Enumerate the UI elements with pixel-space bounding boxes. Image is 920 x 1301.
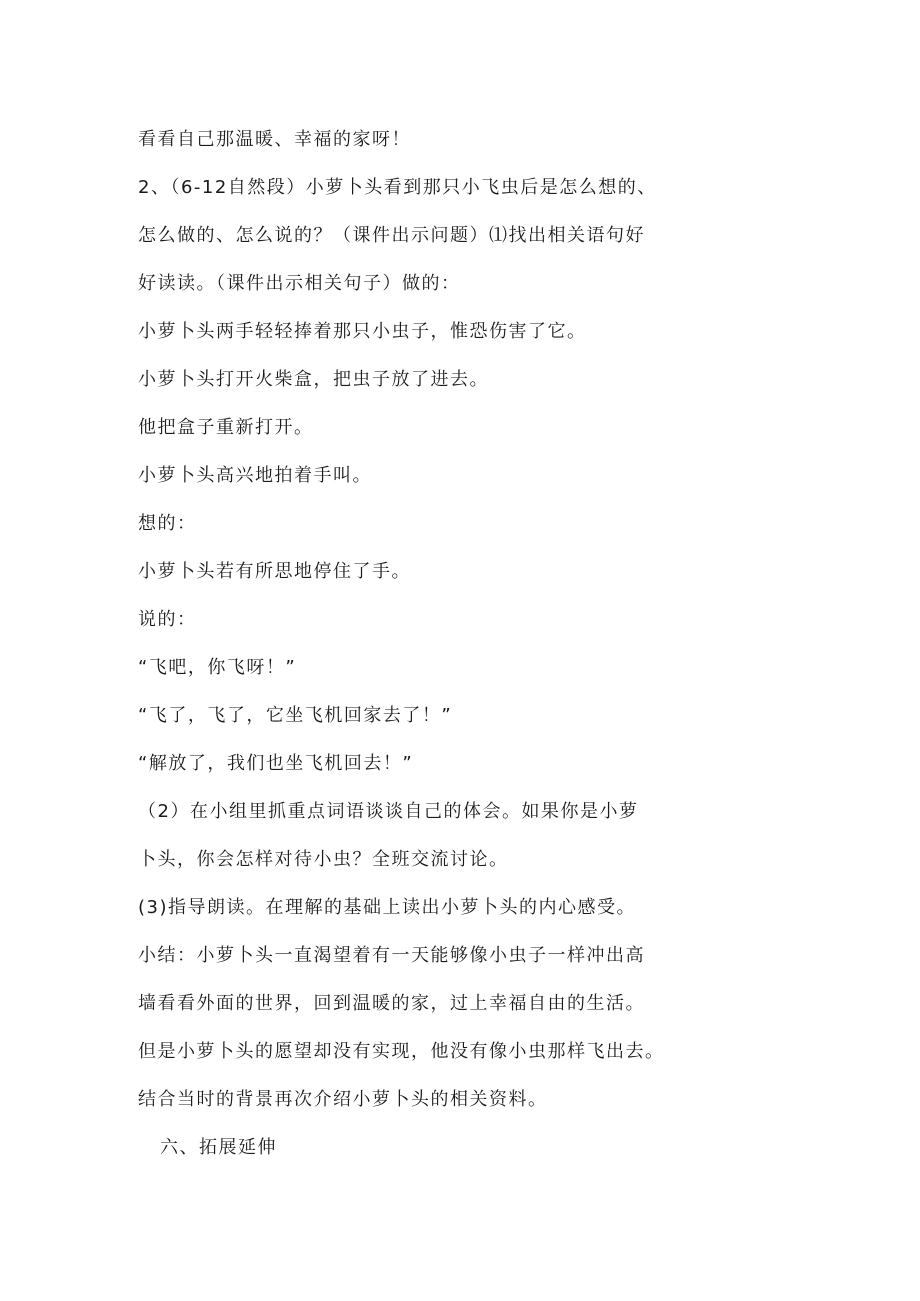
text-line-19: 墙看看外面的世界，回到温暖的家，过上幸福自由的生活。	[138, 993, 645, 1014]
text-line-18: 小结：小萝卜头一直渴望着有一天能够像小虫子一样冲出高	[138, 945, 645, 966]
text-line-1: 看看自己那温暖、幸福的家呀！	[138, 129, 411, 150]
text-line-6: 小萝卜头打开火柴盒，把虫子放了进去。	[138, 369, 489, 390]
text-line-16: 卜头，你会怎样对待小虫？全班交流讨论。	[138, 849, 509, 870]
text-line-17: (3)指导朗读。在理解的基础上读出小萝卜头的内心感受。	[138, 897, 636, 918]
text-line-13: “飞了，飞了，它坐飞机回家去了！”	[138, 705, 453, 726]
text-line-14: “解放了，我们也坐飞机回去！”	[138, 753, 414, 774]
text-line-12: “飞吧，你飞呀！”	[138, 657, 297, 678]
text-line-4: 好读读。（课件出示相关句子）做的：	[138, 273, 461, 294]
text-line-5: 小萝卜头两手轻轻捧着那只小虫子，惟恐伤害了它。	[138, 321, 587, 342]
section-heading: 六、拓展延伸	[160, 1137, 277, 1158]
text-line-3: 怎么做的、怎么说的？（课件出示问题）⑴找出相关语句好	[138, 225, 645, 246]
text-line-9: 想的：	[138, 513, 197, 534]
text-line-8: 小萝卜头高兴地拍着手叫。	[138, 465, 372, 486]
text-line-2: 2、（6-12自然段）小萝卜头看到那只小飞虫后是怎么想的、	[138, 177, 657, 198]
text-line-10: 小萝卜头若有所思地停住了手。	[138, 561, 411, 582]
text-line-21: 结合当时的背景再次介绍小萝卜头的相关资料。	[138, 1089, 548, 1110]
text-line-20: 但是小萝卜头的愿望却没有实现，他没有像小虫那样飞出去。	[138, 1041, 665, 1062]
text-line-15: （2）在小组里抓重点词语谈谈自己的体会。如果你是小萝	[138, 801, 639, 822]
text-line-7: 他把盒子重新打开。	[138, 417, 314, 438]
text-line-11: 说的：	[138, 609, 197, 630]
